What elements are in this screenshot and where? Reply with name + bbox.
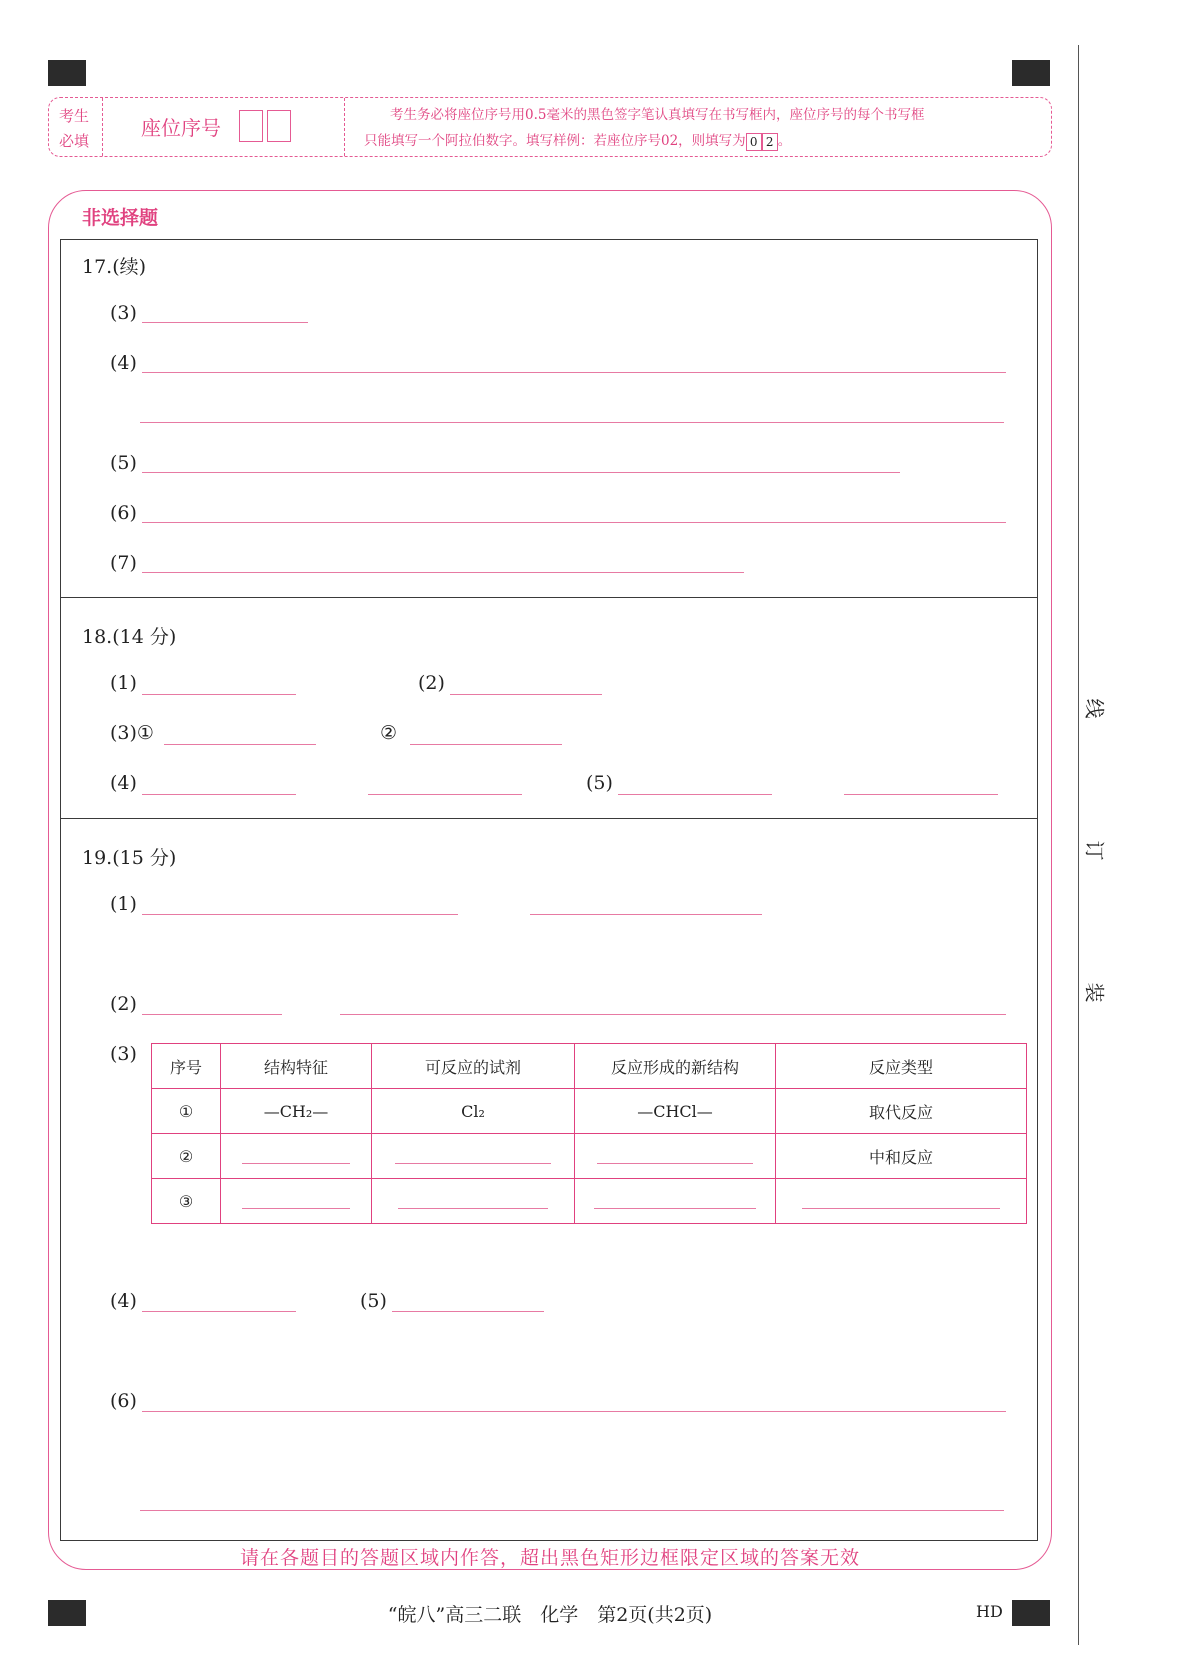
q17-item-4-label: (4) bbox=[110, 352, 137, 374]
table-header-cell: 反应形成的新结构 bbox=[575, 1044, 776, 1089]
q18-item-3b-label: ② bbox=[380, 722, 398, 744]
new-structure-answer-cell[interactable] bbox=[575, 1179, 776, 1224]
seat-digit-box-1[interactable] bbox=[239, 110, 263, 142]
row-number: ② bbox=[152, 1134, 221, 1179]
q19-item-6-answer-line[interactable] bbox=[142, 1411, 1006, 1412]
q19-item-2b-answer-line[interactable] bbox=[340, 1014, 1006, 1015]
binding-line bbox=[1078, 45, 1079, 1645]
table-header-cell: 可反应的试剂 bbox=[372, 1044, 575, 1089]
structure-answer-cell[interactable] bbox=[221, 1179, 372, 1224]
q19-item-2-label: (2) bbox=[110, 993, 137, 1015]
row-number: ① bbox=[152, 1089, 221, 1134]
reaction-type-cell: 取代反应 bbox=[776, 1089, 1027, 1134]
q17-item-5-label: (5) bbox=[110, 452, 137, 474]
q19-item-4-answer-line[interactable] bbox=[142, 1311, 296, 1312]
reagent-cell: Cl₂ bbox=[372, 1089, 575, 1134]
hd-mark: HD bbox=[976, 1602, 1003, 1621]
corner-marker-top-left bbox=[48, 60, 86, 86]
header-divider bbox=[102, 98, 103, 156]
q17-item-7-label: (7) bbox=[110, 552, 137, 574]
q17-item-3-label: (3) bbox=[110, 302, 137, 324]
q18-item-2-label: (2) bbox=[418, 672, 445, 694]
question-separator bbox=[60, 818, 1038, 819]
q19-item-1a-answer-line[interactable] bbox=[142, 914, 458, 915]
seat-number-instructions: 考生务必将座位序号用0.5毫米的黑色签字笔认真填写在书写框内，座位序号的每个书写框 只能填写一个阿拉伯数字。填写样例：若座位序号02，则填写为 0 2 。 bbox=[364, 107, 925, 149]
structure-answer-cell[interactable] bbox=[221, 1134, 372, 1179]
q17-item-6-label: (6) bbox=[110, 502, 137, 524]
q18-item-5-label: (5) bbox=[586, 772, 613, 794]
q17-item-3-answer-line[interactable] bbox=[142, 322, 308, 323]
answer-area-warning: 请在各题目的答题区域内作答，超出黑色矩形边框限定区域的答案无效 bbox=[239, 1547, 860, 1569]
q18-item-1-label: (1) bbox=[110, 672, 137, 694]
reagent-answer-cell[interactable] bbox=[372, 1179, 575, 1224]
q17-item-4-answer-line[interactable] bbox=[142, 372, 1006, 373]
q18-item-3-label: (3)① bbox=[110, 722, 154, 744]
q17-item-6-answer-line[interactable] bbox=[142, 522, 1006, 523]
q19-item-6-answer-line-2[interactable] bbox=[140, 1510, 1004, 1511]
table-header-cell: 序号 bbox=[152, 1044, 221, 1089]
example-digit-box: 0 bbox=[746, 133, 762, 151]
row-number: ③ bbox=[152, 1179, 221, 1224]
q18-item-4-label: (4) bbox=[110, 772, 137, 794]
corner-marker-top-right bbox=[1012, 60, 1050, 86]
must-fill-label: 考生必填 bbox=[59, 107, 90, 150]
q19-item-6-label: (6) bbox=[110, 1390, 137, 1412]
q17-item-5-answer-line[interactable] bbox=[142, 472, 900, 473]
example-digit-box: 2 bbox=[762, 133, 778, 151]
q19-item-1b-answer-line[interactable] bbox=[530, 914, 762, 915]
table-row bbox=[152, 1134, 1027, 1179]
q17-item-7-answer-line[interactable] bbox=[142, 572, 744, 573]
header-divider bbox=[344, 98, 345, 156]
q19-item-5-label: (5) bbox=[360, 1290, 387, 1312]
question-18-title: 18.(14 分) bbox=[82, 626, 177, 648]
q18-item-4b-answer-line[interactable] bbox=[368, 794, 522, 795]
reaction-type-cell: 中和反应 bbox=[776, 1134, 1027, 1179]
question-17-title: 17.(续) bbox=[82, 256, 147, 278]
new-structure-answer-cell[interactable] bbox=[575, 1134, 776, 1179]
table-header-cell: 反应类型 bbox=[776, 1044, 1027, 1089]
question-19-title: 19.(15 分) bbox=[82, 847, 177, 869]
q19-item-2a-answer-line[interactable] bbox=[142, 1014, 282, 1015]
q18-item-3a-answer-line[interactable] bbox=[164, 744, 316, 745]
table-row bbox=[152, 1179, 1027, 1224]
reaction-table bbox=[151, 1043, 1027, 1224]
q18-item-3b-answer-line[interactable] bbox=[410, 744, 562, 745]
q18-item-5a-answer-line[interactable] bbox=[618, 794, 772, 795]
q18-item-4a-answer-line[interactable] bbox=[142, 794, 296, 795]
q19-item-3-label: (3) bbox=[110, 1043, 137, 1065]
answer-box bbox=[60, 239, 1038, 1541]
binding-char-ding: 订 bbox=[1082, 840, 1107, 861]
question-separator bbox=[60, 597, 1038, 598]
binding-char-zhuang: 装 bbox=[1082, 982, 1107, 1003]
q19-item-1-label: (1) bbox=[110, 893, 137, 915]
reagent-answer-cell[interactable] bbox=[372, 1134, 575, 1179]
section-title: 非选择题 bbox=[82, 207, 159, 229]
q19-item-4-label: (4) bbox=[110, 1290, 137, 1312]
q18-item-1-answer-line[interactable] bbox=[142, 694, 296, 695]
page-footer: “皖八”高三二联 化学 第2页(共2页) bbox=[387, 1604, 713, 1626]
q17-item-4-answer-line-2[interactable] bbox=[140, 422, 1004, 423]
binding-char-xian: 线 bbox=[1082, 698, 1107, 719]
q18-item-5b-answer-line[interactable] bbox=[844, 794, 998, 795]
new-structure-cell: —CHCl— bbox=[575, 1089, 776, 1134]
table-row bbox=[152, 1089, 1027, 1134]
structure-cell: —CH₂— bbox=[221, 1089, 372, 1134]
reaction-type-answer-cell[interactable] bbox=[776, 1179, 1027, 1224]
seat-number-header bbox=[48, 97, 1052, 157]
q19-item-5-answer-line[interactable] bbox=[392, 1311, 544, 1312]
table-header-cell: 结构特征 bbox=[221, 1044, 372, 1089]
table-header-row bbox=[152, 1044, 1027, 1089]
q18-item-2-answer-line[interactable] bbox=[450, 694, 602, 695]
seat-number-label: 座位序号 bbox=[141, 116, 221, 140]
seat-digit-box-2[interactable] bbox=[267, 110, 291, 142]
